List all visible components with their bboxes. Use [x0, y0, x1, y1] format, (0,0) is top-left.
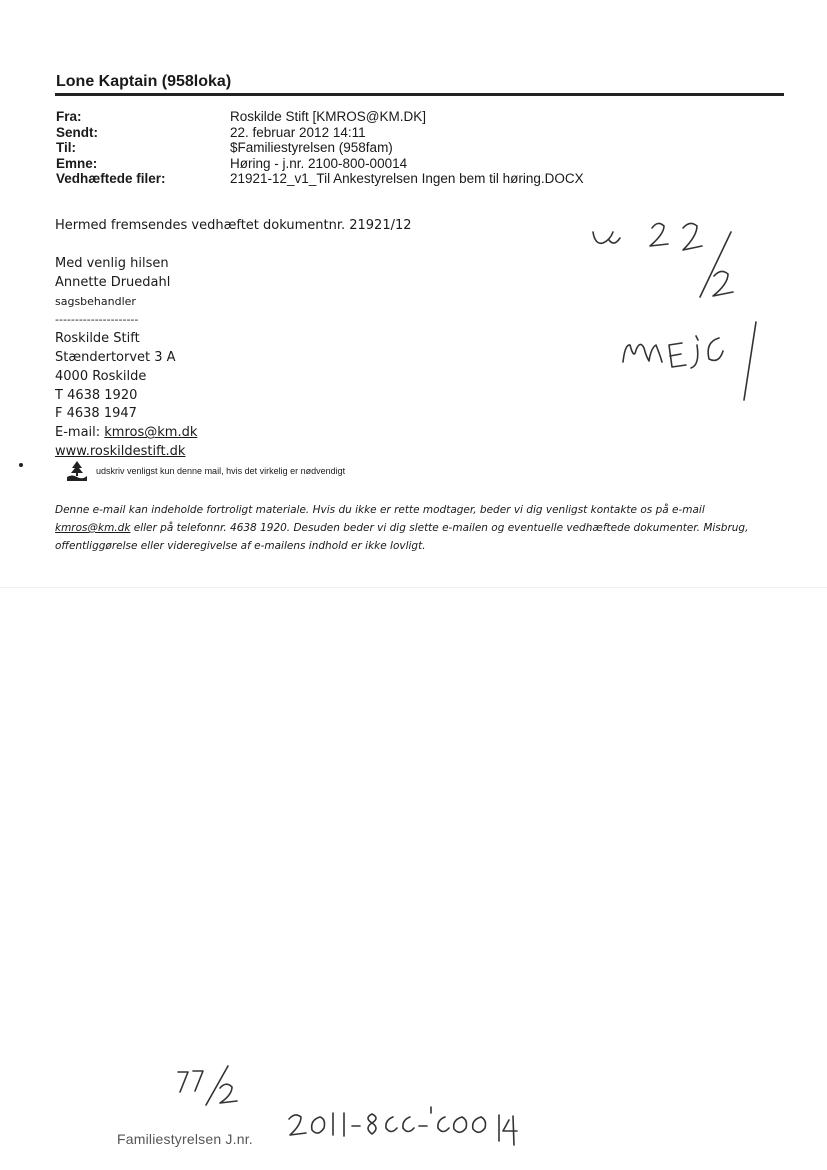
signature-separator: --------------------- [55, 313, 139, 327]
header-value: $Familiestyrelsen (958fam) [230, 140, 393, 155]
header-label: Emne: [56, 155, 98, 171]
email-link[interactable]: kmros@km.dk [104, 425, 198, 441]
intro-text: Hermed fremsendes vedhæftet dokumentnr. 21921/12 [55, 218, 412, 233]
signer-title: sagsbehandler [55, 294, 136, 308]
handwritten-case-number [289, 1107, 517, 1145]
email-label: E-mail: [55, 425, 105, 441]
tree-icon [66, 460, 88, 482]
header-row-subject [56, 156, 584, 172]
header-value: Høring - j.nr. 2100-800-00014 [230, 155, 408, 171]
owner-heading: Lone Kaptain (958loka) [56, 73, 232, 90]
header-label: Fra: [56, 109, 82, 124]
phone: T 4638 1920 [55, 387, 138, 403]
city: 4000 Roskilde [55, 368, 147, 384]
bullet-mark [19, 463, 23, 467]
page-divider [0, 587, 827, 588]
signer-name: Annette Druedahl [55, 274, 171, 290]
website-line [55, 443, 197, 462]
org-name: Roskilde Stift [55, 331, 140, 347]
header-label: Til: [56, 140, 76, 155]
header-rule [55, 93, 784, 96]
disclaimer-email-link[interactable]: kmros@km.dk [55, 522, 131, 534]
header-row-from [56, 109, 584, 125]
handwritten-date-mark [593, 223, 733, 297]
handwritten-initials [623, 322, 756, 400]
print-note [66, 460, 345, 482]
signature-block [55, 255, 197, 462]
header-label: Vedhæftede filer: [56, 171, 166, 186]
header-value: Roskilde Stift [KMROS@KM.DK] [230, 109, 426, 124]
street-address: Stændertorvet 3 A [55, 349, 176, 365]
header-row-sent [56, 125, 584, 141]
handwritten-bottom-date [178, 1066, 237, 1105]
case-number-stamp: Familiestyrelsen J.nr. [117, 1131, 253, 1147]
header-label: Sendt: [56, 124, 98, 140]
email-header [56, 109, 584, 187]
email-line [55, 424, 197, 443]
disclaimer-part1: Denne e-mail kan indeholde fortroligt materiale. Hvis du ikke er rette modtager, beder vi dig venligst kontakte os på e-mail [55, 504, 705, 516]
disclaimer [55, 501, 775, 555]
print-note-text: udskriv venligst kun denne mail, hvis det virkelig er nødvendigt [96, 466, 346, 476]
website-link[interactable]: www.roskildestift.dk [55, 443, 186, 459]
header-row-to [56, 140, 584, 156]
header-value: 22. februar 2012 14:11 [230, 124, 366, 140]
attachment-filename: 21921-12_v1_Til Ankestyrelsen Ingen bem til høring.DOCX [230, 171, 584, 186]
fax: F 4638 1947 [55, 406, 137, 422]
disclaimer-part2: eller på telefonnr. 4638 1920. Desuden beder vi dig slette e-mailen og eventuelle vedhæftede dokumenter. Misbrug, offentliggørelse eller videregivelse af e-mailens indhold er ikke lovligt. [55, 522, 749, 552]
header-row-attachments [56, 171, 584, 187]
greeting: Med venlig hilsen [55, 256, 169, 271]
